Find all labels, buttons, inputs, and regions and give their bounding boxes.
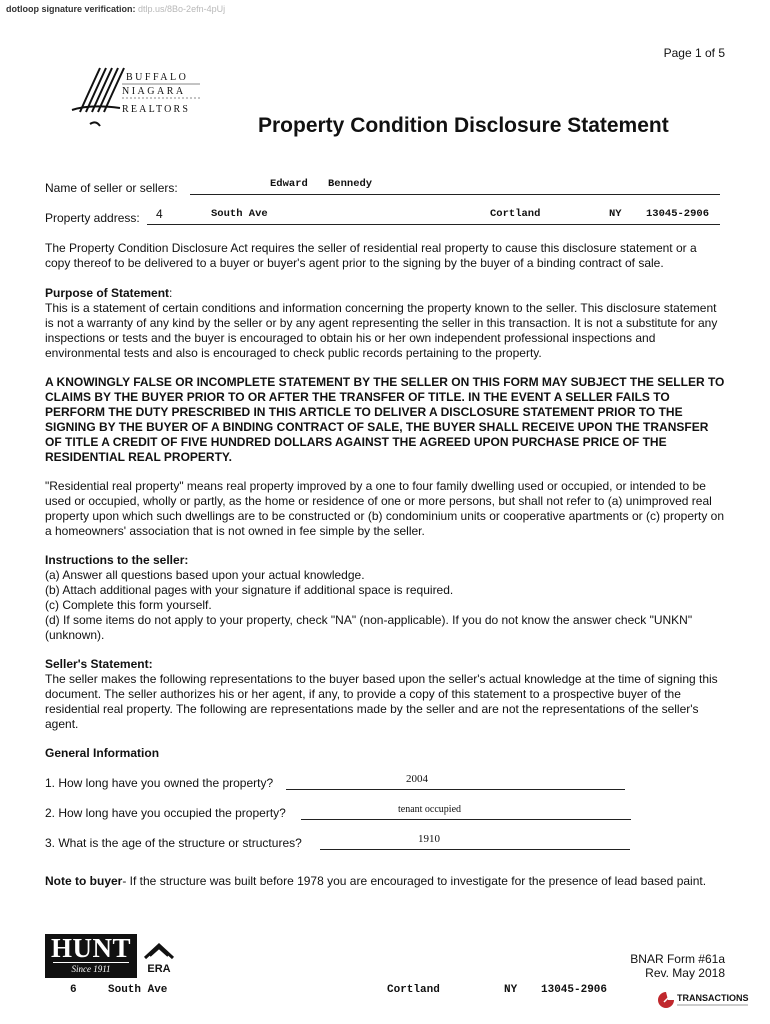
footer-city: Cortland [387, 984, 440, 996]
seller-last-name: Bennedy [328, 178, 373, 190]
hunt-logo: HUNT Since 1911 [45, 934, 137, 978]
owned-answer: 2004 [406, 773, 428, 785]
note-text: - If the structure was built before 1978 you are encouraged to investigate for the presence of lead based paint. [122, 874, 707, 888]
occupied-answer: tenant occupied [398, 804, 462, 815]
footer-number: 6 [70, 984, 77, 996]
signature-verification [6, 4, 225, 14]
falls-icon [70, 64, 210, 136]
bnar-revision: Rev. May 2018 [645, 966, 725, 980]
bnar-form-info [630, 952, 725, 980]
sellers-statement-heading: Seller's Statement: [45, 657, 153, 671]
seller-name-label: Name of seller or sellers: [45, 181, 178, 195]
footer-state: NY [504, 984, 518, 996]
instruction-item: (c) Complete this form yourself. [45, 598, 212, 612]
general-info-heading: General Information [45, 746, 160, 760]
svg-text:ERA: ERA [147, 963, 171, 975]
property-state: NY [609, 208, 622, 220]
purpose-heading: Purpose of Statement [45, 286, 170, 300]
seller-first-name: Edward [270, 178, 308, 190]
occupied-answer-field[interactable] [301, 806, 631, 820]
instruction-item: (a) Answer all questions based upon your actual knowledge. [45, 568, 365, 582]
bnar-form-number: BNAR Form #61a [630, 952, 725, 966]
age-answer-field[interactable] [320, 833, 630, 850]
note-lead: Note to buyer [45, 874, 123, 888]
question-row [45, 806, 720, 824]
instructions-heading: Instructions to the seller: [45, 553, 189, 567]
document-title: Property Condition Disclosure Statement [258, 114, 669, 137]
page-number: Page 1 of 5 [663, 46, 725, 60]
definition-paragraph: "Residential real property" means real property improved by a one to four family dwelling used or occupied, or intended to be used or occupied, wholly or partly, as the home or residence of one or more persons, but shall not refer to (a) unimproved real property upon which such dwellings are to be constructed or (b) condominium units or cooperative apartments or (c) property on a homeowners' association that is not owned in fee simple by the seller. [45, 479, 725, 538]
property-number: 4 [156, 207, 163, 221]
instructions-section [45, 553, 725, 643]
footer-zip: 13045-2906 [541, 984, 608, 996]
seller-name-field[interactable] [190, 178, 720, 195]
era-house-icon [143, 942, 175, 978]
question-label: 1. How long have you owned the property? [45, 776, 274, 790]
question-row [45, 773, 720, 794]
intro-paragraph: The Property Condition Disclosure Act requires the seller of residential real property to cause this disclosure statement or a copy thereof to be delivered to a buyer or buyer's agent prior to the signing by the buyer of a binding contract of sale. [45, 241, 697, 270]
question-label: 3. What is the age of the structure or structures? [45, 836, 302, 850]
sellers-statement-text: The seller makes the following representations to the buyer based upon the seller's actual knowledge at the time of signing this document. The seller authorizes his or her agent, if any, to provide a copy of this statement to a prospective buyer of the residential real property. The following are representations made by the seller and are not the representations of the seller's agent. [45, 672, 718, 731]
property-address-field[interactable] [147, 207, 720, 225]
purpose-section: Purpose of Statement: This is a statement of certain conditions and information concerning the property known to the seller. This disclosure statement is not a warranty of any kind by the seller or by any agent representing the seller in this transaction. It is not a substitute for any inspections or tests and the buyer is encouraged to obtain his or her own independent professional inspections and environmental tests and also is encouraged to check public records pertaining to the property. [45, 286, 725, 361]
verification-label: dotloop signature verification: [6, 4, 136, 14]
instruction-item: (b) Attach additional pages with your signature if additional space is required. [45, 583, 454, 597]
svg-text:BUFFALO: BUFFALO [126, 72, 189, 83]
era-logo [143, 942, 175, 978]
transactions-icon [658, 990, 750, 1010]
age-answer: 1910 [418, 833, 440, 845]
transactions-logo [658, 990, 750, 1010]
instruction-item: (d) If some items do not apply to your property, check "NA" (non-applicable). If you do not know the answer check "UNKN" (unknown). [45, 613, 693, 642]
warning-paragraph: A KNOWINGLY FALSE OR INCOMPLETE STATEMENT BY THE SELLER ON THIS FORM MAY SUBJECT THE SELLER TO CLAIMS BY THE BUYER PRIOR TO OR AFTER THE TRANSFER OF TITLE. IN THE EVENT A SELLER FAILS TO PERFORM THE DUTY PRESCRIBED IN THIS ARTICLE TO DELIVER A DISCLOSURE STATEMENT PRIOR TO THE SIGNING BY THE BUYER OF A BINDING CONTRACT OF SALE, THE BUYER SHALL RECEIVE UPON THE TRANSFER OF TITLE A CREDIT OF FIVE HUNDRED DOLLARS AGAINST THE AGREED UPON PURCHASE PRICE OF THE RESIDENTIAL REAL PROPERTY. [45, 375, 725, 464]
question-row [45, 833, 720, 854]
svg-text:REALTORS: REALTORS [122, 104, 191, 115]
note-to-buyer [45, 874, 725, 889]
footer-street: South Ave [108, 984, 168, 996]
purpose-text: This is a statement of certain conditions and information concerning the property known to the seller. This disclosure statement is not a warranty of any kind by the seller or by any agent representing the seller in this transaction. It is not a substitute for any inspections or tests and the buyer is encouraged to obtain his or her own independent professional inspections and environmental tests and also is encouraged to check public records pertaining to the property. [45, 301, 718, 360]
property-street: South Ave [211, 208, 268, 220]
property-city: Cortland [490, 208, 541, 220]
buffalo-niagara-realtors-logo [70, 64, 210, 136]
svg-text:TRANSACTIONS: TRANSACTIONS [677, 993, 749, 1003]
seller-name-row [45, 178, 720, 199]
property-address-row [45, 207, 720, 229]
property-zip: 13045-2906 [646, 208, 710, 220]
property-address-label: Property address: [45, 211, 140, 225]
owned-answer-field[interactable] [286, 773, 625, 790]
question-label: 2. How long have you occupied the property? [45, 806, 286, 820]
sellers-statement-section [45, 657, 725, 732]
verification-code[interactable]: dtlp.us/8Bo-2efn-4pUj [138, 4, 226, 14]
svg-text:NIAGARA: NIAGARA [122, 86, 186, 97]
